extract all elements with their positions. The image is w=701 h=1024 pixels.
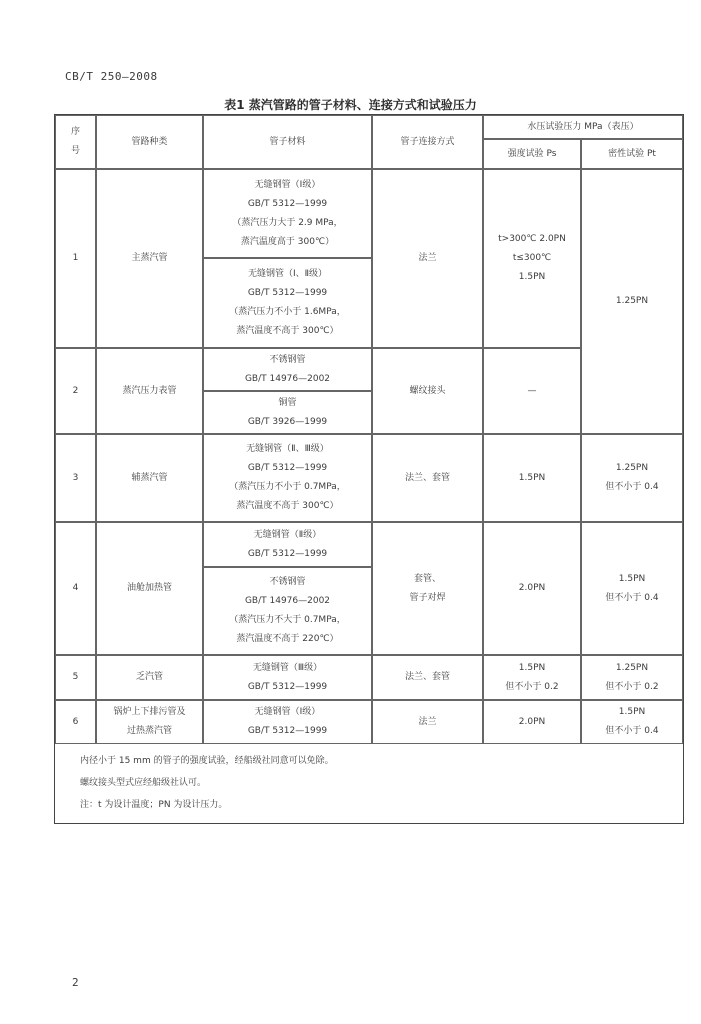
row2-no: 2 <box>55 348 96 434</box>
row4-strength: 2.0PN <box>483 522 581 655</box>
note-1: 内径小于 15 mm 的管子的强度试验，经船级社同意可以免除。 <box>80 756 334 766</box>
row3-material: 无缝钢管（Ⅱ、Ⅲ级） GB/T 5312—1999 （蒸汽压力不小于 0.7MPa， 蒸汽温度不高于 300℃） <box>203 434 372 522</box>
row2-connection: 螺纹接头 <box>372 348 483 434</box>
row1-connection: 法兰 <box>372 169 483 348</box>
row3-connection: 法兰、套管 <box>372 434 483 522</box>
row3-strength: 1.5PN <box>483 434 581 522</box>
row2-material-a: 不锈钢管 GB/T 14976—2002 <box>203 348 372 391</box>
row4-no: 4 <box>55 522 96 655</box>
row1-material-a: 无缝钢管（Ⅰ级） GB/T 5312—1999 （蒸汽压力大于 2.9 MPa， 蒸汽温度高于 300℃） <box>203 169 372 258</box>
header-seq: 序 号 <box>55 115 96 169</box>
row4-material-b: 不锈钢管 GB/T 14976—2002 （蒸汽压力不大于 0.7MPa， 蒸汽温度不高于 220℃） <box>203 567 372 655</box>
table-notes <box>80 750 334 816</box>
row3-tightness: 1.25PN 但不小于 0.4 <box>581 434 683 522</box>
row6-no: 6 <box>55 700 96 744</box>
row4-connection: 套管、 管子对焊 <box>372 522 483 655</box>
row1-type: 主蒸汽管 <box>96 169 203 348</box>
row5-type: 乏汽管 <box>96 655 203 700</box>
row6-tightness: 1.5PN 但不小于 0.4 <box>581 700 683 744</box>
row3-type: 辅蒸汽管 <box>96 434 203 522</box>
standard-code: CB/T 250—2008 <box>65 70 158 83</box>
header-pipe-type: 管路种类 <box>96 115 203 169</box>
row1-strength: t>300℃ 2.0PN t≤300℃ 1.5PN <box>483 169 581 348</box>
row6-strength: 2.0PN <box>483 700 581 744</box>
row6-connection: 法兰 <box>372 700 483 744</box>
row1-material-b: 无缝钢管（Ⅰ、Ⅱ级） GB/T 5312—1999 （蒸汽压力不小于 1.6MPa， 蒸汽温度不高于 300℃） <box>203 258 372 348</box>
row5-connection: 法兰、套管 <box>372 655 483 700</box>
row4-material-a: 无缝钢管（Ⅱ级） GB/T 5312—1999 <box>203 522 372 567</box>
row6-material: 无缝钢管（Ⅰ级） GB/T 5312—1999 <box>203 700 372 744</box>
note-2: 螺纹接头型式应经船级社认可。 <box>80 778 207 788</box>
header-material: 管子材料 <box>203 115 372 169</box>
row2-material-b: 铜管 GB/T 3926—1999 <box>203 391 372 434</box>
row5-material: 无缝钢管（Ⅲ级） GB/T 5312—1999 <box>203 655 372 700</box>
row2-type: 蒸汽压力表管 <box>96 348 203 434</box>
row2-strength: — <box>483 348 581 434</box>
row5-no: 5 <box>55 655 96 700</box>
page-number: 2 <box>72 976 79 989</box>
row5-tightness: 1.25PN 但不小于 0.2 <box>581 655 683 700</box>
table-title: 表1 蒸汽管路的管子材料、连接方式和试验压力 <box>224 98 477 112</box>
row5-strength: 1.5PN 但不小于 0.2 <box>483 655 581 700</box>
note-3: 注：t 为设计温度；PN 为设计压力。 <box>80 800 228 810</box>
header-test-pressure: 水压试验压力 MPa（表压） <box>483 115 683 139</box>
rows1-2-tightness: 1.25PN <box>581 169 683 434</box>
row1-no: 1 <box>55 169 96 348</box>
row4-tightness: 1.5PN 但不小于 0.4 <box>581 522 683 655</box>
row3-no: 3 <box>55 434 96 522</box>
header-strength: 强度试验 Ps <box>483 139 581 169</box>
row6-type: 锅炉上下排污管及 过热蒸汽管 <box>96 700 203 744</box>
row4-type: 油舱加热管 <box>96 522 203 655</box>
header-connection: 管子连接方式 <box>372 115 483 169</box>
header-tightness: 密性试验 Pt <box>581 139 683 169</box>
